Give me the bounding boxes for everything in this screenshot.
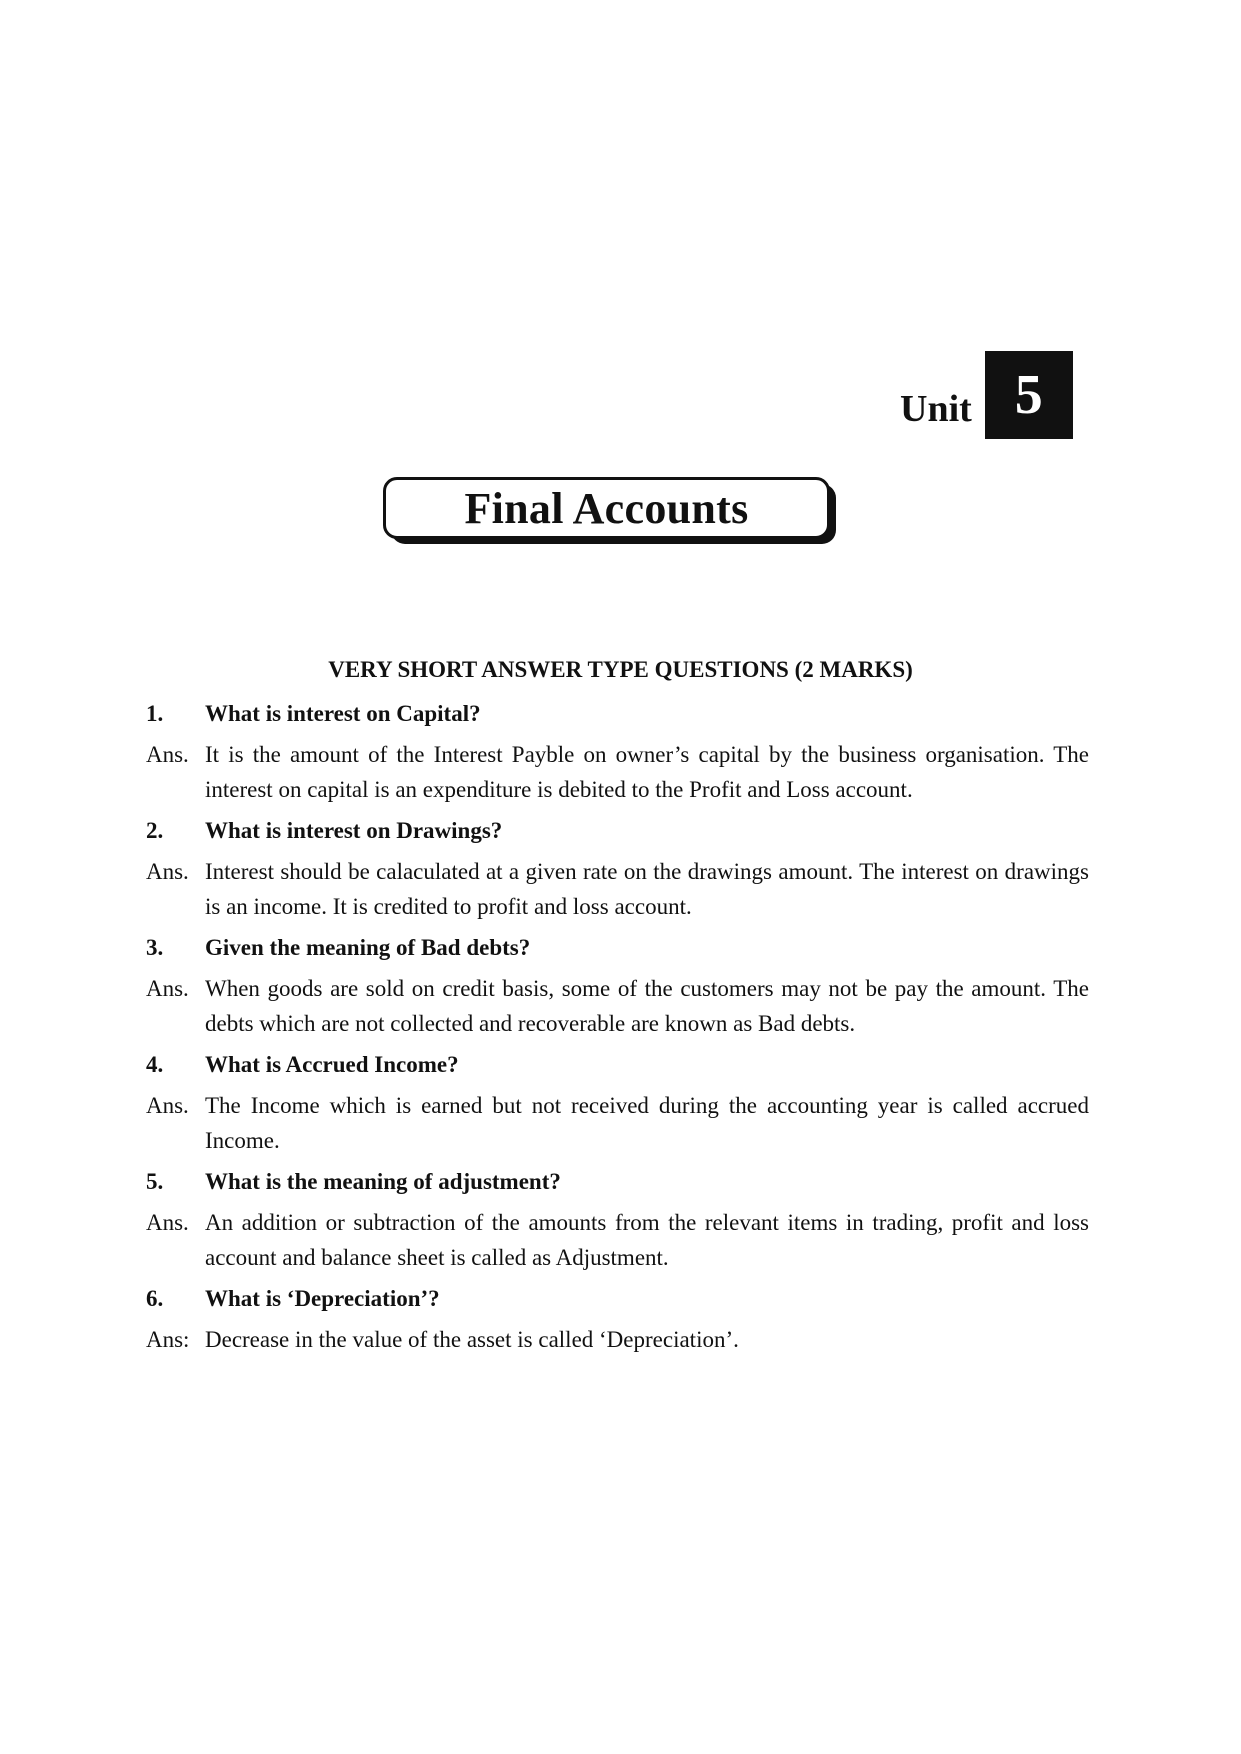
answer-text: An addition or subtraction of the amounts from the relevant items in trading, profit and loss account and balance sheet is called as Adjustment. (205, 1210, 1089, 1270)
answer-row (146, 737, 1089, 807)
answer-row (146, 1205, 1089, 1275)
unit-number-badge: 5 (985, 351, 1073, 439)
question-number: 3. (146, 935, 164, 960)
answer-label: Ans: (146, 1327, 190, 1352)
answer-row (146, 971, 1089, 1041)
unit-indicator (900, 351, 1073, 439)
question-row (146, 1164, 1089, 1199)
question-number: 4. (146, 1052, 164, 1077)
question-number: 6. (146, 1286, 164, 1311)
question-text: What is ‘Depreciation’? (205, 1286, 440, 1311)
answer-text: When goods are sold on credit basis, some of the customers may not be pay the amount. The debts which are not collected and recoverable are known as Bad debts. (205, 976, 1089, 1036)
answer-row (146, 1088, 1089, 1158)
answer-text: Interest should be calaculated at a given rate on the drawings amount. The interest on drawings is an income. It is credited to profit and loss account. (205, 859, 1089, 919)
answer-label: Ans. (146, 976, 189, 1001)
question-row (146, 1047, 1089, 1082)
unit-label: Unit (900, 388, 972, 430)
answer-row (146, 854, 1089, 924)
section-heading: VERY SHORT ANSWER TYPE QUESTIONS (2 MARKS) (328, 657, 913, 682)
answer-label: Ans. (146, 742, 189, 767)
answer-text: The Income which is earned but not received during the accounting year is called accrued Income. (205, 1093, 1089, 1153)
chapter-title-box (383, 477, 830, 539)
qa-list (146, 696, 1089, 1363)
answer-label: Ans. (146, 1210, 189, 1235)
answer-row (146, 1322, 1089, 1357)
answer-text: It is the amount of the Interest Payble on owner’s capital by the business organisation. The interest on capital is an expenditure is debited to the Profit and Loss account. (205, 742, 1089, 802)
question-number: 1. (146, 701, 164, 726)
question-text: What is Accrued Income? (205, 1052, 459, 1077)
question-text: What is interest on Capital? (205, 701, 481, 726)
question-text: Given the meaning of Bad debts? (205, 935, 531, 960)
answer-label: Ans. (146, 859, 189, 884)
question-row (146, 1281, 1089, 1316)
question-number: 5. (146, 1169, 164, 1194)
question-number: 2. (146, 818, 164, 843)
answer-label: Ans. (146, 1093, 189, 1118)
question-text: What is interest on Drawings? (205, 818, 503, 843)
question-row (146, 813, 1089, 848)
question-row (146, 930, 1089, 965)
answer-text: Decrease in the value of the asset is called ‘Depreciation’. (205, 1327, 739, 1352)
chapter-title: Final Accounts (464, 483, 749, 533)
question-row (146, 696, 1089, 731)
question-text: What is the meaning of adjustment? (205, 1169, 561, 1194)
